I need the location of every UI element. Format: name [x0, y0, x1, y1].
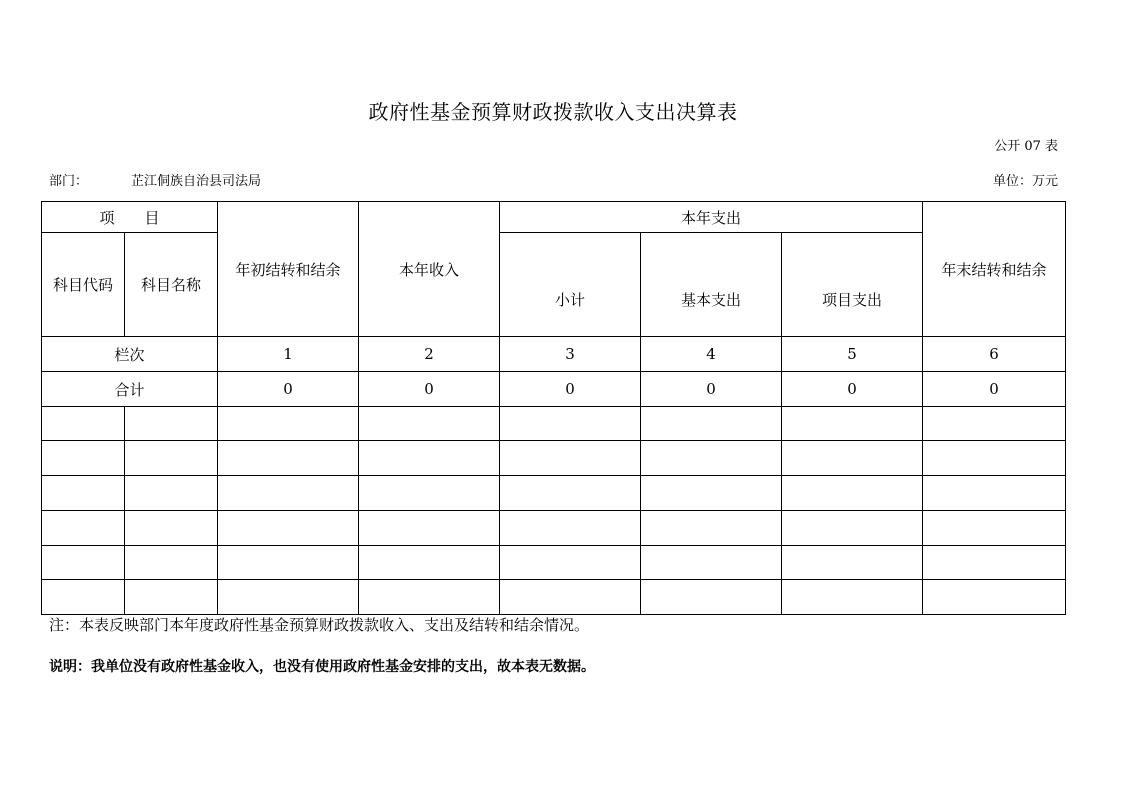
table-cell — [923, 407, 1066, 441]
table-cell: 1 — [218, 337, 359, 372]
table-cell: 0 — [782, 372, 923, 407]
header-opening-balance: 年初结转和结余 — [218, 202, 359, 337]
table-cell: 5 — [782, 337, 923, 372]
table-cell — [641, 511, 782, 546]
table-row — [42, 546, 1066, 580]
table-cell — [500, 511, 641, 546]
table-cell — [125, 441, 218, 476]
table-cell: 0 — [641, 372, 782, 407]
table-cell — [125, 511, 218, 546]
total-row — [42, 372, 1066, 407]
table-cell — [359, 546, 500, 580]
table-cell — [782, 546, 923, 580]
header-project-expense: 项目支出 — [782, 233, 923, 337]
department-name: 芷江侗族自治县司法局 — [131, 174, 262, 189]
table-cell — [641, 546, 782, 580]
table-cell: 0 — [218, 372, 359, 407]
table-cell — [359, 476, 500, 511]
table-cell — [42, 441, 125, 476]
table-cell — [125, 407, 218, 441]
unit-label: 单位：万元 — [992, 174, 1058, 189]
header-item: 项 目 — [42, 202, 218, 233]
table-cell — [641, 580, 782, 615]
table-cell — [218, 580, 359, 615]
table-cell: 0 — [359, 372, 500, 407]
header-subtotal: 小计 — [500, 233, 641, 337]
table-cell — [641, 476, 782, 511]
form-number: 公开 07 表 — [994, 139, 1058, 154]
table-cell — [500, 441, 641, 476]
table-cell — [359, 580, 500, 615]
table-cell — [218, 441, 359, 476]
header-basic-expense: 基本支出 — [641, 233, 782, 337]
table-cell — [42, 407, 125, 441]
table-cell — [500, 580, 641, 615]
table-cell — [125, 476, 218, 511]
table-cell — [42, 546, 125, 580]
table-cell — [125, 546, 218, 580]
table-cell — [641, 441, 782, 476]
table-cell: 0 — [923, 372, 1066, 407]
table-cell — [923, 580, 1066, 615]
table-cell — [923, 511, 1066, 546]
table-row — [42, 511, 1066, 546]
table-cell — [923, 546, 1066, 580]
table-cell — [782, 407, 923, 441]
table-note: 注：本表反映部门本年度政府性基金预算财政拨款收入、支出及结转和结余情况。 — [49, 616, 590, 634]
table-cell — [359, 441, 500, 476]
table-cell: 6 — [923, 337, 1066, 372]
table-cell — [923, 441, 1066, 476]
table-cell — [42, 511, 125, 546]
table-cell — [42, 476, 125, 511]
header-closing-balance: 年末结转和结余 — [923, 202, 1066, 337]
table-cell — [125, 580, 218, 615]
header-current-expense: 本年支出 — [500, 202, 923, 233]
table-cell — [42, 580, 125, 615]
table-cell: 0 — [500, 372, 641, 407]
table-cell: 2 — [359, 337, 500, 372]
table-cell — [218, 546, 359, 580]
table-cell — [359, 511, 500, 546]
table-cell — [641, 407, 782, 441]
table-row — [42, 441, 1066, 476]
table-cell — [500, 476, 641, 511]
table-cell — [359, 407, 500, 441]
table-row — [42, 580, 1066, 615]
table-cell — [218, 476, 359, 511]
table-cell — [782, 511, 923, 546]
table-row — [42, 407, 1066, 441]
column-number-row — [42, 337, 1066, 372]
table-cell — [782, 476, 923, 511]
table-cell: 4 — [641, 337, 782, 372]
table-cell — [782, 580, 923, 615]
header-subject-name: 科目名称 — [125, 233, 218, 337]
table-cell — [500, 407, 641, 441]
table-row — [42, 476, 1066, 511]
table-cell: 3 — [500, 337, 641, 372]
total-label: 合计 — [42, 372, 218, 407]
table-cell — [500, 546, 641, 580]
column-number-label: 栏次 — [42, 337, 218, 372]
header-current-income: 本年收入 — [359, 202, 500, 337]
table-cell — [923, 476, 1066, 511]
table-cell — [218, 407, 359, 441]
table-cell — [218, 511, 359, 546]
header-subject-code: 科目代码 — [42, 233, 125, 337]
page-title: 政府性基金预算财政拨款收入支出决算表 — [368, 100, 738, 124]
department-label: 部门： — [49, 174, 89, 189]
budget-table — [41, 201, 1066, 615]
explanation-text: 说明：我单位没有政府性基金收入，也没有使用政府性基金安排的支出，故本表无数据。 — [49, 659, 595, 675]
table-cell — [782, 441, 923, 476]
